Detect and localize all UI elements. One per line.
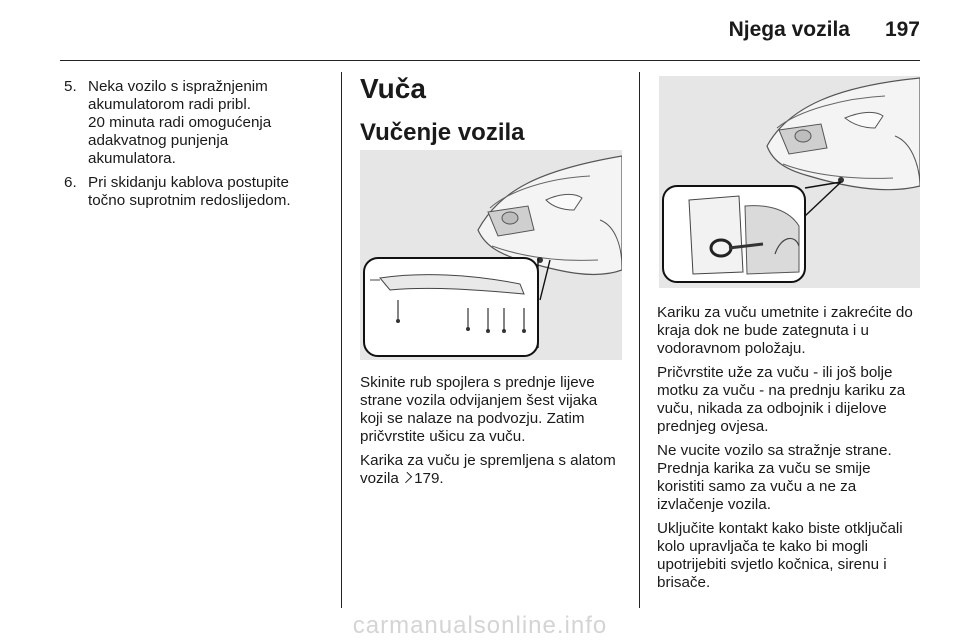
paragraph [360,452,626,488]
section-title: Vuča [360,73,426,104]
text-line: Pričvrstite uže za vuču - ili još bolje [657,364,893,381]
list-line: Pri skidanju kablova postupite [88,174,289,191]
text-line: prednjeg ovjesa. [657,418,769,435]
towing-eye-illustration [659,76,920,288]
text-line: vozila [360,470,399,487]
spoiler-removal-illustration [360,150,622,360]
list-line: akumulatorom radi pribl. [88,96,251,113]
paragraph [657,304,923,358]
text-line: pričvrstite ušicu za vuču. [360,428,526,445]
text-line: motku za vuču - na prednju kariku za [657,382,906,399]
text-line: Kariku za vuču umetnite i zakrećite do [657,304,913,321]
step-list [64,78,336,216]
arrow-reference-icon [401,472,412,483]
text-line: Ne vucite vozilo sa stražnje strane. [657,442,892,459]
text-line: brisače. [657,574,711,591]
list-line: točno suprotnim redoslijedom. [88,192,291,209]
paragraph [360,374,626,446]
watermark-text: carmanualsonline.info [352,612,608,639]
list-line: 20 minuta radi omogućenja [88,114,272,131]
text-line: vodoravnom položaju. [657,340,806,357]
paragraph [657,364,923,436]
text-line: Skinite rub spojlera s prednje lijeve [360,374,595,391]
list-line: adakvatnog punjenja [88,132,229,149]
paragraph [657,520,923,592]
text-line: vuču, nikada za odbojnik i dijelove [657,400,887,417]
list-item [64,78,336,168]
page-reference-link[interactable]: 179. [414,470,444,487]
text-line: Prednja karika za vuču se smije [657,460,871,477]
text-line: kolo upravljača te kako bi mogli [657,538,869,555]
towing-instructions [657,304,923,598]
text-line: Uključite kontakt kako biste otključali [657,520,903,537]
text-line: strane vozila odvijanjem šest vijaka [360,392,598,409]
paragraph [657,442,923,514]
text-line: Karika za vuču je spremljena s alatom [360,452,616,469]
list-line: akumulatora. [88,150,176,167]
list-line: Neka vozilo s ispražnjenim [88,78,268,95]
subsection-title: Vučenje vozila [360,119,525,146]
text-line: izvlačenje vozila. [657,496,771,513]
page-number: 197 [884,18,920,41]
list-number: 5. [64,78,77,95]
section-headings [360,72,626,148]
spoiler-instructions [360,374,626,494]
text-line: upotrijebiti svjetlo kočnica, sirenu i [657,556,887,573]
text-line: kraja dok ne bude zategnuta i u [657,322,869,339]
list-number: 6. [64,174,77,191]
text-line: koristiti samo za vuču a ne za [657,478,857,495]
column-divider [341,72,342,608]
text-line: koji se nalaze na podvozju. Zatim [360,410,585,427]
page-header [60,0,920,61]
column-divider [639,72,640,608]
header-title: Njega vozila [728,18,850,41]
list-item [64,174,336,210]
